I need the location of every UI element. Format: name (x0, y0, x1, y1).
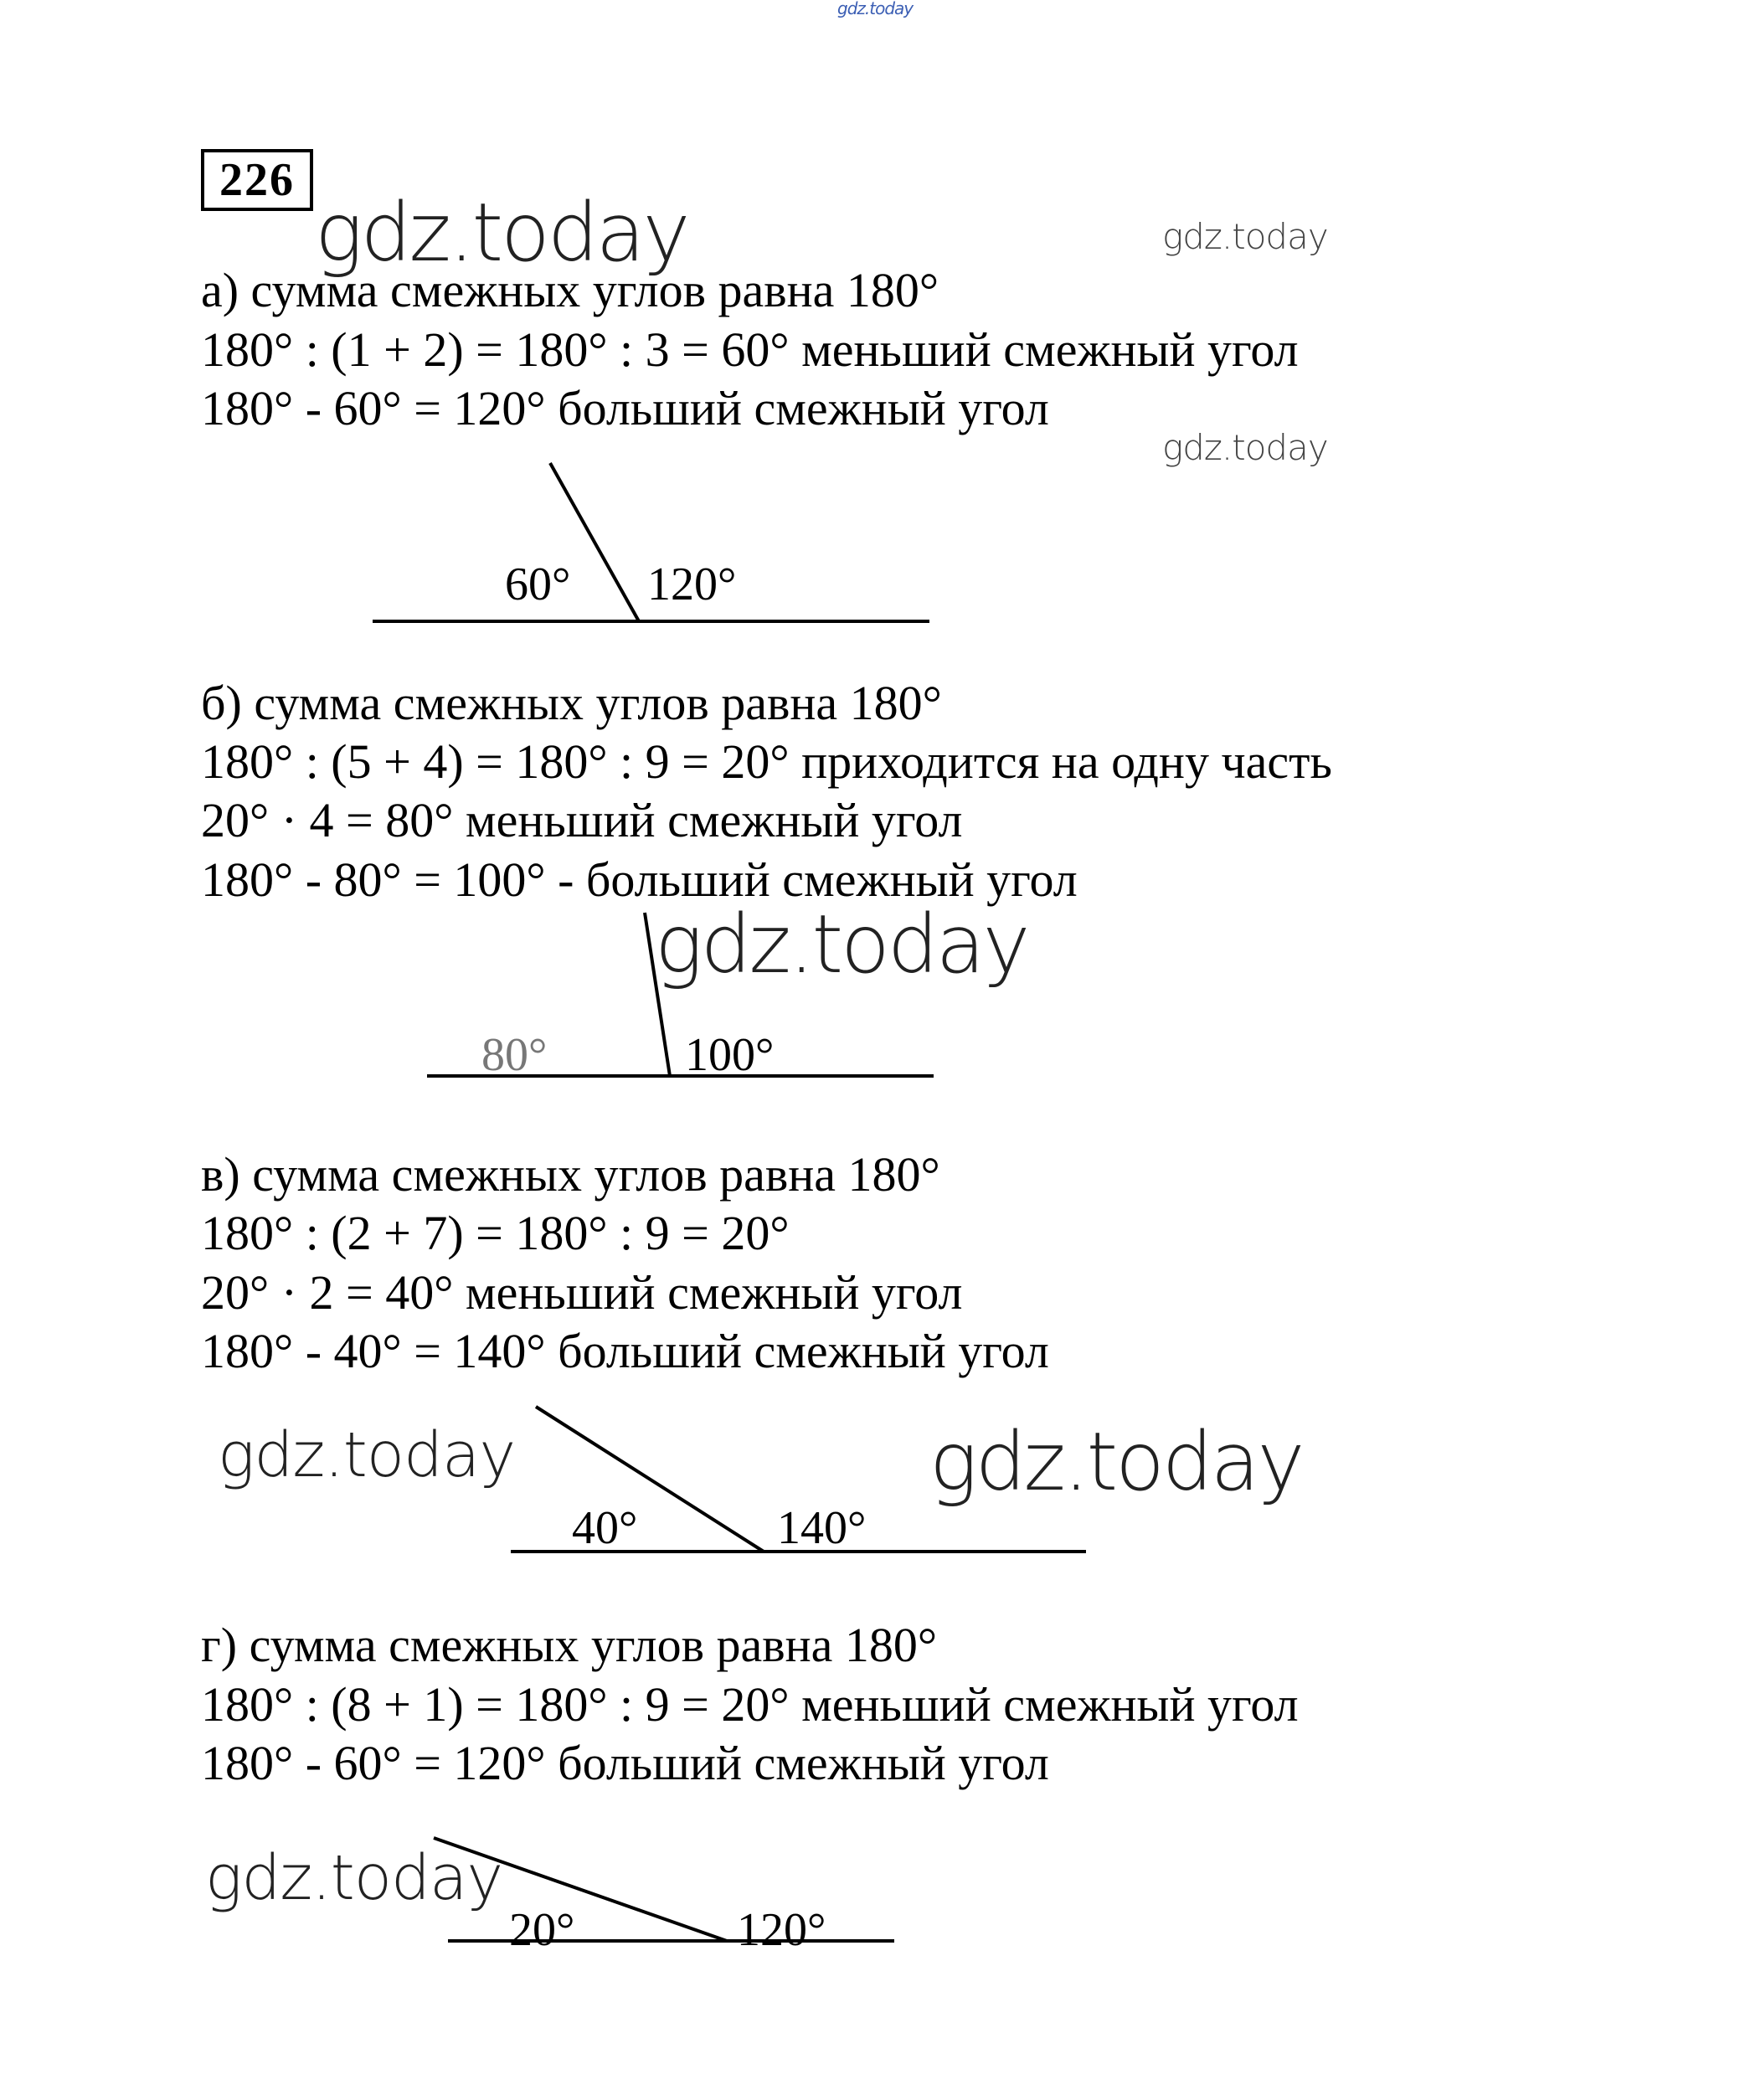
watermark-medium: gdz.today (205, 1842, 503, 1914)
part-a-angle-small: 60° (505, 558, 571, 610)
watermark-small: gdz.today (1162, 216, 1328, 257)
part-b-angle-large: 100° (685, 1029, 775, 1081)
part-b-line-1: б) сумма смежных углов равна 180° (201, 676, 942, 730)
part-c-line-1: в) сумма смежных углов равна 180° (201, 1147, 940, 1202)
part-a-line-3: 180° - 60° = 120° больший смежный угол (201, 381, 1049, 435)
task-number: 226 (201, 149, 313, 211)
watermark-medium: gdz.today (218, 1419, 516, 1491)
part-c-angle-large: 140° (777, 1502, 867, 1554)
part-b-line-4: 180° - 80° = 100° - больший смежный угол (201, 852, 1078, 907)
part-c-angle-small: 40° (572, 1502, 638, 1554)
part-c-line-3: 20° · 2 = 40° меньший смежный угол (201, 1265, 963, 1320)
watermark-small: gdz.today (1162, 427, 1328, 468)
watermark-large: gdz.today (655, 898, 1028, 991)
watermark-top: gdz.today (837, 0, 914, 18)
part-d-line-2: 180° : (8 + 1) = 180° : 9 = 20° меньший смежный угол (201, 1677, 1299, 1732)
part-d-angle-small: 20° (509, 1904, 575, 1956)
part-b-line-2: 180° : (5 + 4) = 180° : 9 = 20° приходится на одну часть (201, 734, 1332, 789)
part-a-line-1: а) сумма смежных углов равна 180° (201, 263, 939, 317)
watermark-large: gdz.today (315, 186, 688, 280)
part-d-ray (434, 1838, 727, 1941)
part-b-angle-small: 80° (481, 1029, 548, 1081)
watermark-large: gdz.today (929, 1415, 1303, 1509)
part-d-line-3: 180° - 60° = 120° больший смежный угол (201, 1736, 1049, 1790)
part-b-line-3: 20° · 4 = 80° меньший смежный угол (201, 793, 963, 847)
part-d-angle-large: 120° (737, 1904, 826, 1956)
part-d-line-1: г) сумма смежных углов равна 180° (201, 1618, 938, 1672)
part-c-line-2: 180° : (2 + 7) = 180° : 9 = 20° (201, 1206, 790, 1260)
part-c-line-4: 180° - 40° = 140° больший смежный угол (201, 1324, 1049, 1378)
part-a-angle-large: 120° (647, 558, 737, 610)
part-a-line-2: 180° : (1 + 2) = 180° : 3 = 60° меньший смежный угол (201, 322, 1299, 377)
